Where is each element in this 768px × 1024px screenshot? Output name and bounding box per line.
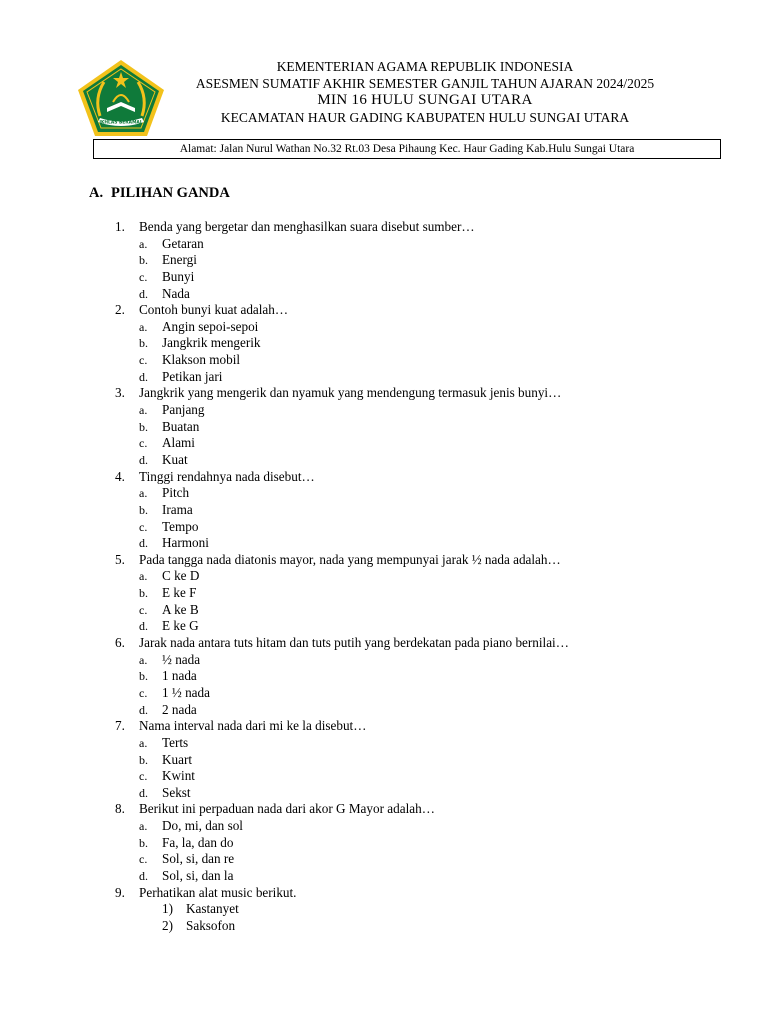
option-text: Nada xyxy=(162,285,190,301)
section-heading xyxy=(89,185,230,202)
question-number: 3. xyxy=(115,385,125,401)
option-text: Klakson mobil xyxy=(162,352,241,368)
option-text: 1 ½ nada xyxy=(162,684,210,700)
question-text: Berikut ini perpaduan nada dari akor G Mayor adalah… xyxy=(139,801,435,817)
option-text: Energi xyxy=(162,252,197,268)
option-item xyxy=(0,402,768,419)
district-name: KECAMATAN HAUR GADING KABUPATEN HULU SUNGAI UTARA xyxy=(220,110,630,125)
option-text: Angin sepoi-sepoi xyxy=(162,318,259,334)
section-title: PILIHAN GANDA xyxy=(111,185,230,201)
option-label: d. xyxy=(139,619,148,634)
option-text: Sekst xyxy=(162,784,191,800)
question-item xyxy=(0,635,768,652)
option-text: Sol, si, dan re xyxy=(162,851,235,867)
option-item xyxy=(0,286,768,303)
option-text: Sol, si, dan la xyxy=(162,867,234,883)
question-item xyxy=(0,552,768,569)
option-text: A ke B xyxy=(162,601,199,617)
exam-title: ASESMEN SUMATIF AKHIR SEMESTER GANJIL TAHUN AJARAN 2024/2025 xyxy=(195,76,655,91)
option-label: a. xyxy=(139,403,148,418)
option-item xyxy=(0,568,768,585)
option-label: c. xyxy=(139,353,148,368)
option-text: Panjang xyxy=(162,402,205,418)
question-number: 5. xyxy=(115,551,125,567)
question-number: 8. xyxy=(115,801,125,817)
option-label: a. xyxy=(139,735,148,750)
question-list xyxy=(0,219,768,935)
sub-item-label: 2) xyxy=(162,917,173,933)
option-item xyxy=(0,319,768,336)
option-label: a. xyxy=(139,652,148,667)
option-label: a. xyxy=(139,569,148,584)
option-text: E ke F xyxy=(162,585,197,601)
option-label: c. xyxy=(139,685,148,700)
question-item xyxy=(0,302,768,319)
option-item xyxy=(0,685,768,702)
option-item xyxy=(0,352,768,369)
option-item xyxy=(0,602,768,619)
option-label: d. xyxy=(139,286,148,301)
option-text: 1 nada xyxy=(162,668,197,684)
option-text: Kuat xyxy=(162,451,188,467)
option-text: Harmoni xyxy=(162,535,209,551)
ministry-name: KEMENTERIAN AGAMA REPUBLIK INDONESIA xyxy=(276,59,574,74)
option-item xyxy=(0,335,768,352)
sub-item-label: 1) xyxy=(162,901,173,917)
school-name: MIN 16 HULU SUNGAI UTARA xyxy=(317,92,533,108)
section-letter: A. xyxy=(89,185,104,201)
option-label: c. xyxy=(139,769,148,784)
option-item xyxy=(0,585,768,602)
option-label: c. xyxy=(139,269,148,284)
option-text: Jangkrik mengerik xyxy=(162,335,261,351)
option-item xyxy=(0,618,768,635)
option-text: Irama xyxy=(162,501,193,517)
option-text: Terts xyxy=(162,734,189,750)
sub-item-text: Kastanyet xyxy=(186,901,239,917)
option-item xyxy=(0,435,768,452)
question-number: 7. xyxy=(115,718,125,734)
option-item xyxy=(0,535,768,552)
option-item xyxy=(0,452,768,469)
option-item xyxy=(0,851,768,868)
option-label: a. xyxy=(139,486,148,501)
option-item xyxy=(0,485,768,502)
option-item xyxy=(0,752,768,769)
question-item xyxy=(0,469,768,486)
question-text: Nama interval nada dari mi ke la disebut… xyxy=(139,718,367,734)
option-label: d. xyxy=(139,868,148,883)
option-text: Do, mi, dan sol xyxy=(162,818,243,834)
address-box: Alamat: Jalan Nurul Wathan No.32 Rt.03 Desa Pihaung Kec. Haur Gading Kab.Hulu Sungai Utara xyxy=(93,139,721,159)
question-item xyxy=(0,718,768,735)
option-item xyxy=(0,785,768,802)
question-number: 2. xyxy=(115,302,125,318)
option-text: Fa, la, dan do xyxy=(162,834,234,850)
question-number: 9. xyxy=(115,884,125,900)
question-item xyxy=(0,385,768,402)
option-item xyxy=(0,735,768,752)
option-item xyxy=(0,702,768,719)
option-item xyxy=(0,818,768,835)
option-item xyxy=(0,252,768,269)
option-label: b. xyxy=(139,752,148,767)
option-label: d. xyxy=(139,536,148,551)
option-label: c. xyxy=(139,852,148,867)
question-item xyxy=(0,801,768,818)
question-text: Perhatikan alat music berikut. xyxy=(139,884,297,900)
option-item xyxy=(0,668,768,685)
option-label: b. xyxy=(139,586,148,601)
option-item xyxy=(0,269,768,286)
option-label: d. xyxy=(139,452,148,467)
question-text: Pada tangga nada diatonis mayor, nada yang mempunyai jarak ½ nada adalah… xyxy=(139,551,561,567)
option-label: b. xyxy=(139,419,148,434)
question-item xyxy=(0,219,768,236)
option-item xyxy=(0,369,768,386)
option-item xyxy=(0,768,768,785)
option-label: d. xyxy=(139,785,148,800)
question-number: 6. xyxy=(115,635,125,651)
option-label: d. xyxy=(139,369,148,384)
option-item xyxy=(0,236,768,253)
option-label: b. xyxy=(139,835,148,850)
sub-item xyxy=(0,901,768,918)
option-label: c. xyxy=(139,602,148,617)
question-text: Jarak nada antara tuts hitam dan tuts putih yang berdekatan pada piano bernilai… xyxy=(139,635,569,651)
option-text: ½ nada xyxy=(162,651,201,667)
option-text: Buatan xyxy=(162,418,200,434)
option-label: c. xyxy=(139,519,148,534)
option-text: Getaran xyxy=(162,235,204,251)
option-text: Petikan jari xyxy=(162,368,223,384)
question-text: Contoh bunyi kuat adalah… xyxy=(139,302,289,318)
option-label: a. xyxy=(139,319,148,334)
option-text: E ke G xyxy=(162,618,199,634)
option-label: b. xyxy=(139,669,148,684)
option-item xyxy=(0,835,768,852)
option-text: Tempo xyxy=(162,518,199,534)
option-item xyxy=(0,419,768,436)
option-item xyxy=(0,502,768,519)
option-item xyxy=(0,519,768,536)
option-text: Kuart xyxy=(162,751,193,767)
option-text: Alami xyxy=(162,435,195,451)
option-label: a. xyxy=(139,819,148,834)
logo-motto: IKHLAS BERAMAL xyxy=(99,120,143,126)
option-text: Pitch xyxy=(162,485,190,501)
option-text: C ke D xyxy=(162,568,200,584)
option-label: b. xyxy=(139,336,148,351)
sub-item-text: Saksofon xyxy=(186,917,236,933)
question-number: 1. xyxy=(115,219,125,234)
option-text: 2 nada xyxy=(162,701,197,717)
question-text: Benda yang bergetar dan menghasilkan suara disebut sumber… xyxy=(139,219,475,234)
option-item xyxy=(0,868,768,885)
question-number: 4. xyxy=(115,468,125,484)
sub-item xyxy=(0,918,768,935)
option-item xyxy=(0,652,768,669)
document-header xyxy=(0,0,768,140)
option-text: Bunyi xyxy=(162,268,195,284)
option-label: b. xyxy=(139,253,148,268)
question-text: Tinggi rendahnya nada disebut… xyxy=(139,468,315,484)
option-text: Kwint xyxy=(162,768,195,784)
option-label: d. xyxy=(139,702,148,717)
question-item xyxy=(0,885,768,902)
question-text: Jangkrik yang mengerik dan nyamuk yang mendengung termasuk jenis bunyi… xyxy=(139,385,562,401)
option-label: b. xyxy=(139,502,148,517)
option-label: c. xyxy=(139,436,148,451)
option-label: a. xyxy=(139,236,148,251)
